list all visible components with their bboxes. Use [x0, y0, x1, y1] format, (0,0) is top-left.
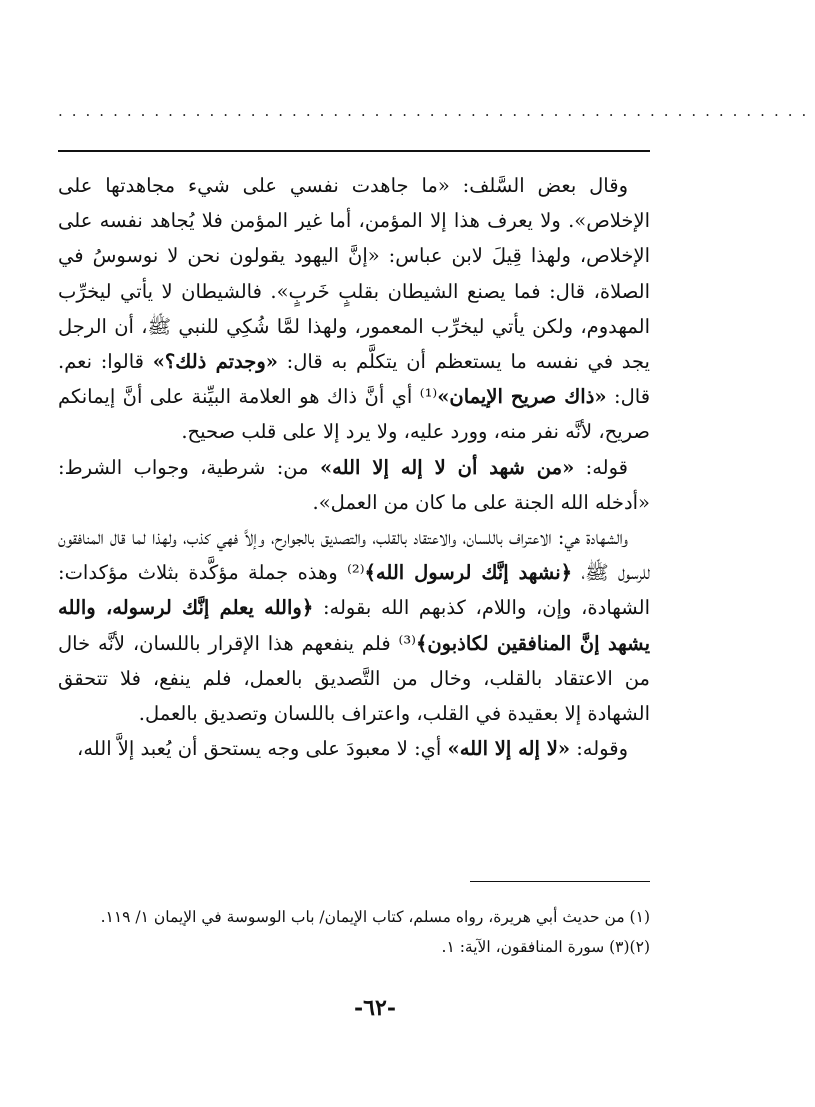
header-rule — [58, 150, 650, 152]
bold-quote: «لا إله إلا الله» — [447, 737, 571, 761]
bold-quote: ﴿والله يعلم إنَّك لرسوله، والله يشهد إنَّ المنافقين لكاذبون﴾ — [58, 596, 650, 655]
page-number: -٦٢- — [354, 995, 396, 1021]
bold-quote: ﴿نشهد إنَّك لرسول الله﴾ — [364, 561, 573, 585]
text-run: والشهادة هي: الاعتراف باللسان، والاعتقاد بالقلب، والتصديق بالجوارح، وإلاَّ فهي كذب، ولهذا لما قال المنافقون للرسول ﷺ، — [58, 526, 650, 585]
bold-quote: «من شهد أن لا إله إلا الله» — [319, 455, 575, 479]
text-run: وقال بعض السَّلف: «ما جاهدت نفسي على شيء مجاهدتها على الإخلاص». ولا يعرف هذا إلا المؤمن، أما غير المؤمن فلا يُجاهد نفسه على الإخلاص، ولهذا قِيلَ لابن عباس: «إنَّ اليهود يقولون نحن لا نوسوسُ في الصلاة، قال: فما يصنع الشيطان بقلبٍ خَربٍ». فالشيطان لا يأتي ليخرِّب المهدوم، ولكن يأتي ليخرِّب المعمور، ولهذا لمَّا شُكِي للنبي ﷺ، أن الرجل يجد في نفسه ما يستعظم أن يتكلَّم به قال: — [58, 174, 650, 374]
bold-quote: «وجدتم ذلك؟» — [152, 350, 278, 374]
paragraph — [58, 450, 650, 520]
paragraph — [58, 168, 650, 450]
text-run: ⁽³⁾ فلم ينفعهم هذا الإقرار باللسان، لأنَّه خال من الاعتقاد بالقلب، وخال من التَّصديق بالعمل، فلم ينفع، فلا تتحقق الشهادة إلا بعقيدة في القلب، واعتراف باللسان وتصديق بالعمل. — [58, 631, 650, 726]
header-dots: ....................................................... — [58, 102, 815, 120]
text-run: ⁽¹⁾ أي أنَّ ذاك هو العلامة البيِّنة على أنَّ إيمانكم صريح، لأنَّه نفر منه، وورد عليه، ولا يرد إلا على قلب صحيح. — [58, 385, 650, 444]
footnote-rule — [470, 881, 650, 882]
text-run: وقوله: — [570, 737, 628, 761]
footnote: (٢)(٣) سورة المنافقون، الآية: ١. — [441, 938, 650, 956]
bold-quote: «ذاك صريح الإيمان» — [437, 385, 607, 409]
main-text — [58, 168, 650, 766]
footnotes — [58, 902, 650, 962]
text-run: قوله: — [574, 455, 629, 479]
paragraph — [58, 731, 650, 766]
footnote: (١) من حديث أبي هريرة، رواه مسلم، كتاب الإيمان/ باب الوسوسة في الإيمان ١/ ١١٩. — [100, 908, 650, 926]
text-run: قالوا: نعم. قال: — [58, 350, 651, 409]
text-run: أي: لا معبودَ على وجه يستحق أن يُعبد إلاَّ الله، — [77, 737, 448, 761]
paragraph — [58, 520, 650, 731]
text-run: ⁽²⁾ وهذه جملة مؤكَّدة بثلاث مؤكدات: الشهادة، وإن، واللام، كذبهم الله بقوله: — [58, 561, 650, 620]
text-run: من: شرطية، وجواب الشرط: «أدخله الله الجنة على ما كان من العمل». — [58, 455, 650, 514]
